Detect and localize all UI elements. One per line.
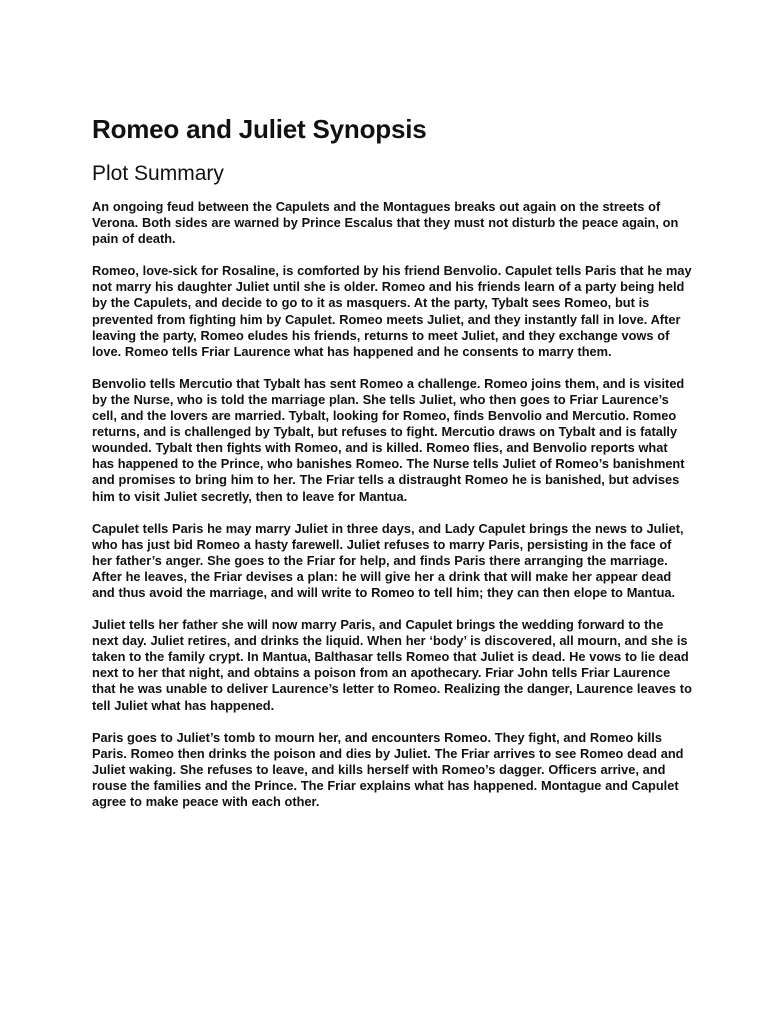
paragraph-6: Paris goes to Juliet’s tomb to mourn her, and encounters Romeo. They fight, and Romeo kills Paris. Romeo then drinks the poison and dies by Juliet. The Friar arrives to see Romeo dead and Juliet waking. She refuses to leave, and kills herself with Romeo’s dagger. Officers arrive, and rouse the families and the Prince. The Friar explains what has happened. Montague and Capulet agree to make peace with each other.: [92, 729, 684, 809]
paragraph-1: An ongoing feud between the Capulets and the Montagues breaks out again on the streets of Verona. Both sides are warned by Prince Escalus that they must not disturb the peace again, on pain of death.: [92, 199, 679, 247]
document-page: [92, 112, 692, 826]
paragraph-5: Juliet tells her father she will now marry Paris, and Capulet brings the wedding forward to the next day. Juliet retires, and drinks the liquid. When her ‘body’ is discovered, all mourn, and she is taken to the family crypt. In Mantua, Balthasar tells Romeo that Juliet is dead. He vows to lie dead next to her that night, and obtains a poison from an apothecary. Friar John tells Friar Laurence that he was unable to deliver Laurence’s letter to Romeo. Realizing the danger, Laurence leaves to tell Juliet what has happened.: [92, 617, 692, 713]
paragraph-3: Benvolio tells Mercutio that Tybalt has sent Romeo a challenge. Romeo joins them, and is visited by the Nurse, who is told the marriage plan. She tells Juliet, who then goes to Friar Laurence’s cell, and the lovers are married. Tybalt, looking for Romeo, finds Benvolio and Mercutio. Romeo returns, and is challenged by Tybalt, but refuses to fight. Mercutio draws on Tybalt and is fatally wounded. Tybalt then fights with Romeo, and is killed. Romeo flies, and Benvolio reports what has happened to the Prince, who banishes Romeo. The Nurse tells Juliet of Romeo’s banishment and promises to bring him to her. The Friar tells a distraught Romeo he is banished, but advises him to visit Juliet secretly, then to leave for Mantua.: [92, 375, 685, 504]
document-title: Romeo and Juliet Synopsis: [92, 114, 427, 144]
paragraph-4: Capulet tells Paris he may marry Juliet in three days, and Lady Capulet brings the news to Juliet, who has just bid Romeo a hasty farewell. Juliet refuses to marry Paris, persisting in the face of her father’s anger. She goes to the Friar for help, and finds Paris there arranging the marriage. After he leaves, the Friar devises a plan: he will give her a drink that will make her appear dead and thus avoid the marriage, and will write to Romeo to tell him; they can then elope to Mantua.: [92, 520, 684, 600]
section-heading: Plot Summary: [92, 162, 224, 185]
paragraph-2: Romeo, love-sick for Rosaline, is comforted by his friend Benvolio. Capulet tells Paris that he may not marry his daughter Juliet until she is older. Romeo and his friends learn of a party being held by the Capulets, and decide to go to it as masquers. At the party, Tybalt sees Romeo, but is prevented from fighting him by Capulet. Romeo meets Juliet, and they instantly fall in love. After leaving the party, Romeo eludes his friends, returns to meet Juliet, and they exchange vows of love. Romeo tells Friar Laurence what has happened and he consents to marry them.: [92, 263, 692, 359]
